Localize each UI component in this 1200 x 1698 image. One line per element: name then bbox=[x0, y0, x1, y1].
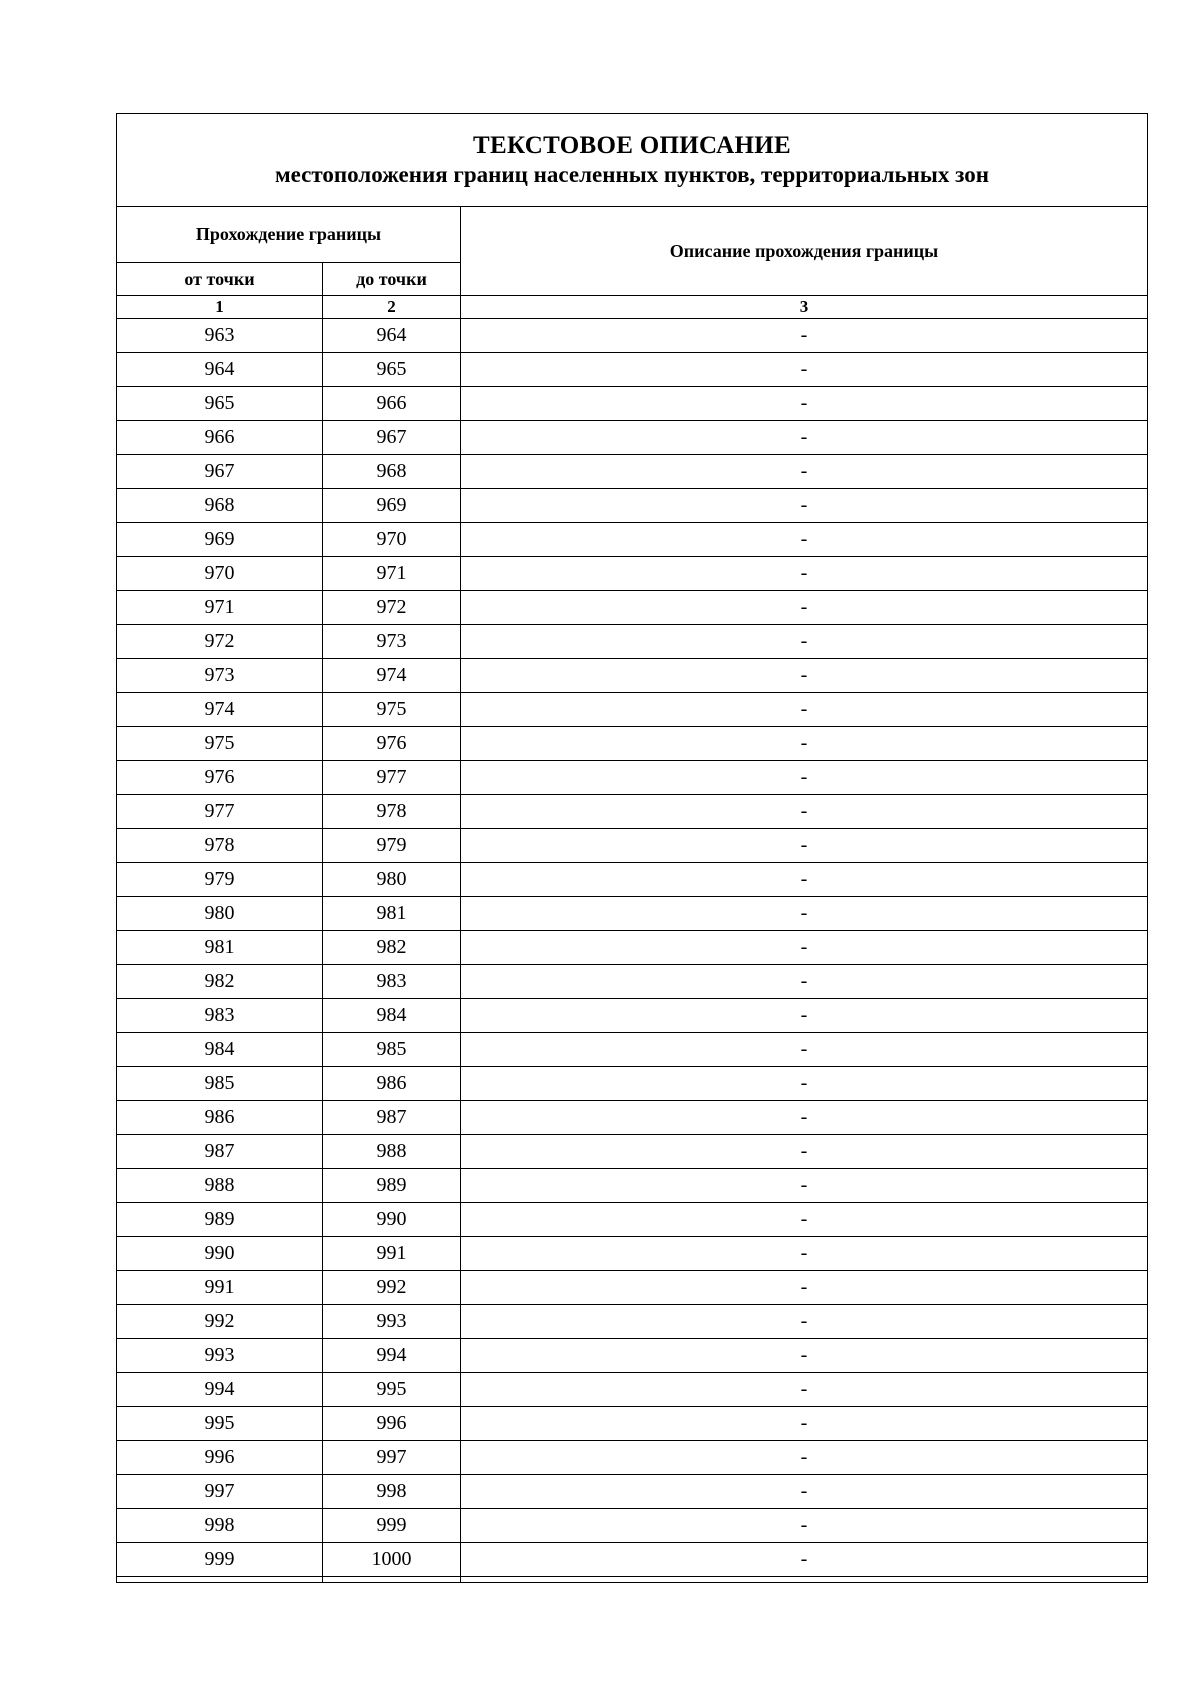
cell-to: 980 bbox=[323, 863, 461, 897]
table-row bbox=[117, 319, 1148, 353]
cell-from: 980 bbox=[117, 897, 323, 931]
cell-from: 966 bbox=[117, 421, 323, 455]
cell-description: - bbox=[461, 1441, 1148, 1475]
cell-description: - bbox=[461, 455, 1148, 489]
cell-from: 974 bbox=[117, 693, 323, 727]
cell-description: - bbox=[461, 659, 1148, 693]
cell-from: 964 bbox=[117, 353, 323, 387]
table-row bbox=[117, 455, 1148, 489]
cell-to: 974 bbox=[323, 659, 461, 693]
cell-description: - bbox=[461, 1407, 1148, 1441]
table-row bbox=[117, 659, 1148, 693]
cell-from: 963 bbox=[117, 319, 323, 353]
cell-to: 994 bbox=[323, 1339, 461, 1373]
cell-from: 990 bbox=[117, 1237, 323, 1271]
cell-to: 987 bbox=[323, 1101, 461, 1135]
cell-description: - bbox=[461, 727, 1148, 761]
cell-description: - bbox=[461, 693, 1148, 727]
cell-from: 994 bbox=[117, 1373, 323, 1407]
column-header-to: до точки bbox=[323, 263, 461, 296]
table-row bbox=[117, 727, 1148, 761]
column-number-1: 1 bbox=[117, 296, 323, 319]
column-header-description: Описание прохождения границы bbox=[461, 207, 1148, 296]
table-row bbox=[117, 1475, 1148, 1509]
cell-to: 999 bbox=[323, 1509, 461, 1543]
cell-from: 995 bbox=[117, 1407, 323, 1441]
document-title: ТЕКСТОВОЕ ОПИСАНИЕ bbox=[473, 132, 791, 159]
cell-to: 986 bbox=[323, 1067, 461, 1101]
cell-to: 968 bbox=[323, 455, 461, 489]
cell-to: 982 bbox=[323, 931, 461, 965]
table-row bbox=[117, 1135, 1148, 1169]
cell-description: - bbox=[461, 421, 1148, 455]
cell-to: 970 bbox=[323, 523, 461, 557]
cell-from: 969 bbox=[117, 523, 323, 557]
cell-to: 990 bbox=[323, 1203, 461, 1237]
table-row bbox=[117, 897, 1148, 931]
column-header-from: от точки bbox=[117, 263, 323, 296]
table-row bbox=[117, 557, 1148, 591]
cell-from: 989 bbox=[117, 1203, 323, 1237]
table-body bbox=[117, 319, 1148, 1577]
cell-from: 999 bbox=[117, 1543, 323, 1577]
table-row bbox=[117, 489, 1148, 523]
table-row bbox=[117, 795, 1148, 829]
boundary-description-table bbox=[116, 113, 1148, 1583]
table-row bbox=[117, 1441, 1148, 1475]
table-row bbox=[117, 999, 1148, 1033]
cell-description: - bbox=[461, 1067, 1148, 1101]
cell-description: - bbox=[461, 795, 1148, 829]
cell-to: 969 bbox=[323, 489, 461, 523]
column-number-2: 2 bbox=[323, 296, 461, 319]
cell-description: - bbox=[461, 625, 1148, 659]
cell-from: 970 bbox=[117, 557, 323, 591]
table-row bbox=[117, 523, 1148, 557]
cell-description: - bbox=[461, 1339, 1148, 1373]
column-number-3: 3 bbox=[461, 296, 1148, 319]
cell-description: - bbox=[461, 1271, 1148, 1305]
cell-from: 986 bbox=[117, 1101, 323, 1135]
cell-to: 967 bbox=[323, 421, 461, 455]
table-row bbox=[117, 1271, 1148, 1305]
cell-description: - bbox=[461, 1373, 1148, 1407]
cell-description: - bbox=[461, 761, 1148, 795]
cell-description: - bbox=[461, 319, 1148, 353]
cell-from: 998 bbox=[117, 1509, 323, 1543]
cell-description: - bbox=[461, 863, 1148, 897]
cell-to: 1000 bbox=[323, 1543, 461, 1577]
table-row bbox=[117, 1067, 1148, 1101]
table-row bbox=[117, 1407, 1148, 1441]
cell-description: - bbox=[461, 829, 1148, 863]
cell-from: 976 bbox=[117, 761, 323, 795]
cell-description: - bbox=[461, 1033, 1148, 1067]
table-row bbox=[117, 1305, 1148, 1339]
cell-from: 996 bbox=[117, 1441, 323, 1475]
cell-to: 998 bbox=[323, 1475, 461, 1509]
table-row bbox=[117, 387, 1148, 421]
cell-from: 975 bbox=[117, 727, 323, 761]
table-row bbox=[117, 1373, 1148, 1407]
cell-from: 992 bbox=[117, 1305, 323, 1339]
table-row bbox=[117, 1169, 1148, 1203]
cell-to: 991 bbox=[323, 1237, 461, 1271]
cell-to: 989 bbox=[323, 1169, 461, 1203]
table-row bbox=[117, 625, 1148, 659]
cell-to: 971 bbox=[323, 557, 461, 591]
table-row bbox=[117, 1033, 1148, 1067]
cell-description: - bbox=[461, 1305, 1148, 1339]
cell-from: 978 bbox=[117, 829, 323, 863]
table-row bbox=[117, 591, 1148, 625]
cell-from: 987 bbox=[117, 1135, 323, 1169]
cell-to: 985 bbox=[323, 1033, 461, 1067]
cell-to: 972 bbox=[323, 591, 461, 625]
cell-description: - bbox=[461, 1475, 1148, 1509]
cell-description: - bbox=[461, 557, 1148, 591]
cell-from: 967 bbox=[117, 455, 323, 489]
column-number-row bbox=[117, 296, 1148, 319]
table-row bbox=[117, 1237, 1148, 1271]
cell-description: - bbox=[461, 353, 1148, 387]
cell-description: - bbox=[461, 1237, 1148, 1271]
cell-from: 972 bbox=[117, 625, 323, 659]
table-row bbox=[117, 863, 1148, 897]
cell-from: 971 bbox=[117, 591, 323, 625]
cell-to: 993 bbox=[323, 1305, 461, 1339]
cell-to: 975 bbox=[323, 693, 461, 727]
cell-from: 982 bbox=[117, 965, 323, 999]
cell-from: 993 bbox=[117, 1339, 323, 1373]
table-row bbox=[117, 761, 1148, 795]
cell-from: 997 bbox=[117, 1475, 323, 1509]
cell-from: 983 bbox=[117, 999, 323, 1033]
cell-to: 996 bbox=[323, 1407, 461, 1441]
cell-description: - bbox=[461, 591, 1148, 625]
cell-description: - bbox=[461, 387, 1148, 421]
cell-description: - bbox=[461, 523, 1148, 557]
table-row bbox=[117, 421, 1148, 455]
cell-to: 979 bbox=[323, 829, 461, 863]
cell-from: 991 bbox=[117, 1271, 323, 1305]
cell-to: 983 bbox=[323, 965, 461, 999]
cell-description: - bbox=[461, 1169, 1148, 1203]
title-block bbox=[117, 114, 1148, 207]
cell-description: - bbox=[461, 931, 1148, 965]
cell-from: 965 bbox=[117, 387, 323, 421]
cell-from: 985 bbox=[117, 1067, 323, 1101]
column-group-header: Прохождение границы bbox=[117, 207, 461, 263]
cell-to: 997 bbox=[323, 1441, 461, 1475]
cell-from: 979 bbox=[117, 863, 323, 897]
cell-description: - bbox=[461, 1203, 1148, 1237]
cell-to: 964 bbox=[323, 319, 461, 353]
cell-description: - bbox=[461, 897, 1148, 931]
cell-to: 977 bbox=[323, 761, 461, 795]
table-row bbox=[117, 1203, 1148, 1237]
cell-to: 965 bbox=[323, 353, 461, 387]
cell-to: 973 bbox=[323, 625, 461, 659]
table-row bbox=[117, 829, 1148, 863]
table-row bbox=[117, 931, 1148, 965]
cell-description: - bbox=[461, 489, 1148, 523]
table-row bbox=[117, 353, 1148, 387]
cell-description: - bbox=[461, 1543, 1148, 1577]
cell-to: 978 bbox=[323, 795, 461, 829]
table-row bbox=[117, 1509, 1148, 1543]
cell-to: 976 bbox=[323, 727, 461, 761]
cell-description: - bbox=[461, 1509, 1148, 1543]
cell-from: 973 bbox=[117, 659, 323, 693]
table-row bbox=[117, 1339, 1148, 1373]
table-row bbox=[117, 1543, 1148, 1577]
cell-from: 968 bbox=[117, 489, 323, 523]
cell-description: - bbox=[461, 965, 1148, 999]
cell-from: 988 bbox=[117, 1169, 323, 1203]
cell-from: 977 bbox=[117, 795, 323, 829]
document-subtitle: местоположения границ населенных пунктов, территориальных зон bbox=[275, 162, 989, 187]
cell-to: 988 bbox=[323, 1135, 461, 1169]
cell-to: 981 bbox=[323, 897, 461, 931]
cell-from: 984 bbox=[117, 1033, 323, 1067]
cell-description: - bbox=[461, 999, 1148, 1033]
cell-to: 984 bbox=[323, 999, 461, 1033]
cell-to: 966 bbox=[323, 387, 461, 421]
table-row bbox=[117, 1101, 1148, 1135]
table-row bbox=[117, 693, 1148, 727]
cell-description: - bbox=[461, 1101, 1148, 1135]
table-bottom-strip bbox=[117, 1577, 1148, 1583]
table-row bbox=[117, 965, 1148, 999]
cell-description: - bbox=[461, 1135, 1148, 1169]
cell-to: 992 bbox=[323, 1271, 461, 1305]
cell-to: 995 bbox=[323, 1373, 461, 1407]
cell-from: 981 bbox=[117, 931, 323, 965]
